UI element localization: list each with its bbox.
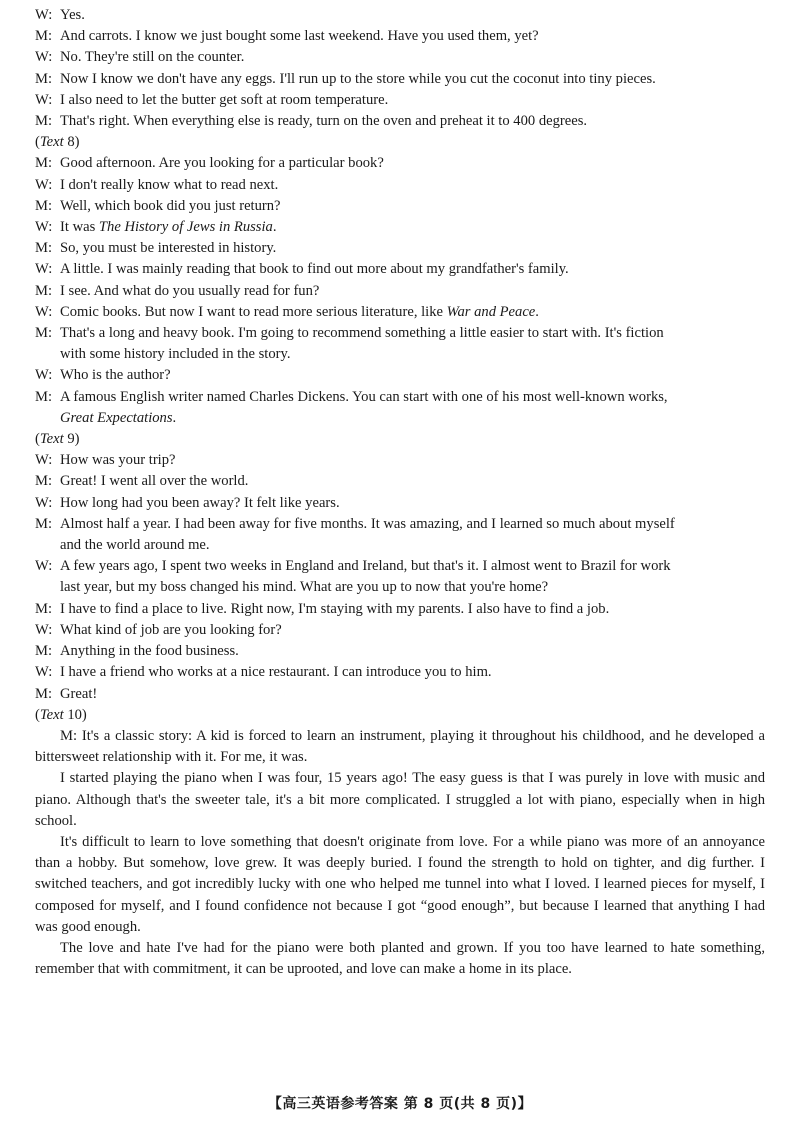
line-text: I also need to let the butter get soft at room temperature. <box>60 91 389 108</box>
line-text: That's a long and heavy book. I'm going to recommend something a little easier to start with. It's fiction <box>60 325 664 342</box>
speaker: W: <box>35 49 53 66</box>
dialogue-line <box>35 153 765 174</box>
dialogue-line <box>35 302 765 323</box>
text10-section <box>35 705 765 981</box>
line-text: Good afternoon. Are you looking for a particular book? <box>60 155 384 172</box>
dialogue-continuation <box>35 408 765 429</box>
line-text-end: . <box>535 303 539 320</box>
speaker: W: <box>35 367 53 384</box>
dialogue-line <box>35 662 765 683</box>
speaker: W: <box>35 219 53 236</box>
dialogue-line <box>35 684 765 705</box>
section-heading <box>35 429 765 450</box>
book-title: War and Peace <box>446 303 536 320</box>
section-heading <box>35 705 765 726</box>
speaker: M: <box>35 240 53 257</box>
line-text: I don't really know what to read next. <box>60 176 279 193</box>
speaker: M: <box>35 155 53 172</box>
book-title: Great Expectations <box>60 409 173 426</box>
speaker: M: <box>35 28 53 45</box>
speaker: W: <box>35 176 53 193</box>
dialogue-line <box>35 111 765 132</box>
line-text: A famous English writer named Charles Dickens. You can start with one of his most well-known works, <box>60 388 668 405</box>
line-text: I have to find a place to live. Right now, I'm staying with my parents. I also have to find a job. <box>60 600 610 617</box>
line-text: Well, which book did you just return? <box>60 197 281 214</box>
line-text: Yes. <box>60 7 85 23</box>
speaker: M: <box>35 113 53 130</box>
speaker: M: <box>35 197 53 214</box>
dialogue-line <box>35 365 765 386</box>
line-text: That's right. When everything else is ready, turn on the oven and preheat it to 400 degrees. <box>60 113 588 130</box>
heading-word: Text <box>39 134 64 151</box>
monologue-paragraph: The love and hate I've had for the piano were both planted and grown. If you too have learned to hate something, remember that with commitment, it can be uprooted, and love can make a home in its place. <box>35 939 765 978</box>
line-text-end: . <box>272 219 277 236</box>
speaker: W: <box>35 303 53 320</box>
speaker: M: <box>35 685 53 702</box>
dialogue-line <box>35 641 765 662</box>
dialogue-line <box>35 47 765 68</box>
heading-word: Text <box>39 431 64 448</box>
text9-section <box>35 429 765 705</box>
speaker: M: <box>35 473 53 490</box>
document-body <box>35 5 765 980</box>
dialogue-line <box>35 238 765 259</box>
line-text-end: . <box>172 409 177 426</box>
speaker: M: <box>35 643 53 660</box>
book-title: The History of Jews in Russia <box>98 219 273 236</box>
dialogue-line <box>35 90 765 111</box>
speaker: M: <box>35 282 53 299</box>
line-text: Who is the author? <box>60 367 171 384</box>
monologue-paragraph: M: It's a classic story: A kid is forced to learn an instrument, playing it throughout his childhood, and he developed a bittersweet relationship with it. For me, it was. <box>35 727 765 766</box>
dialogue-line <box>35 217 765 238</box>
speaker: M: <box>35 600 53 617</box>
speaker: M: <box>35 70 53 87</box>
heading-number: 8) <box>63 134 80 151</box>
line-text: I see. And what do you usually read for fun? <box>60 282 320 299</box>
heading-paren: ( <box>35 134 40 151</box>
dialogue-line <box>35 620 765 641</box>
dialogue-line <box>35 259 765 280</box>
dialogue-line <box>35 471 765 492</box>
text7-dialogue <box>35 5 765 132</box>
line-text: Comic books. But now I want to read more serious literature, like <box>60 303 447 320</box>
dialogue-line <box>35 175 765 196</box>
dialogue-line <box>35 5 765 26</box>
line-text: I have a friend who works at a nice restaurant. I can introduce you to him. <box>60 664 492 681</box>
line-text: A little. I was mainly reading that book to find out more about my grandfather's family. <box>60 261 569 278</box>
heading-word: Text <box>39 706 64 723</box>
text8-section <box>35 132 765 429</box>
dialogue-line <box>35 450 765 471</box>
line-text: A few years ago, I spent two weeks in England and Ireland, but that's it. I almost went to Brazil for work <box>60 558 671 575</box>
dialogue-line <box>35 281 765 302</box>
heading-number: 9) <box>63 431 80 448</box>
dialogue-continuation: last year, but my boss changed his mind. What are you up to now that you're home? <box>60 579 549 596</box>
heading-paren: ( <box>35 706 40 723</box>
heading-number: 10) <box>63 706 87 723</box>
speaker: W: <box>35 91 53 108</box>
speaker: W: <box>35 664 53 681</box>
line-text: It was <box>60 219 99 236</box>
line-text: And carrots. I know we just bought some last weekend. Have you used them, yet? <box>60 28 539 45</box>
dialogue-line <box>35 599 765 620</box>
dialogue-line <box>35 387 765 408</box>
speaker: W: <box>35 7 53 23</box>
dialogue-line <box>35 196 765 217</box>
speaker: W: <box>35 558 53 575</box>
speaker: W: <box>35 261 53 278</box>
line-text: Anything in the food business. <box>60 643 239 660</box>
line-text: How long had you been away? It felt like years. <box>60 494 340 511</box>
line-text: How was your trip? <box>60 452 176 469</box>
line-text: Great! I went all over the world. <box>60 473 249 490</box>
speaker: M: <box>35 515 53 532</box>
dialogue-line <box>35 556 765 577</box>
speaker: W: <box>35 494 53 511</box>
monologue-paragraph: It's difficult to learn to love something that doesn't originate from love. For a while piano was more of an annoyance than a hobby. But somehow, love grew. It was deeply buried. I found the strength to hold on tighter, and dig further. I switched teachers, and got incredibly lucky with one who helped me tunnel into what I loved. I learned pieces for myself, I composed for myself, and I found confidence not because I got “good enough”, but because I learned that anything I had was good enough. <box>35 833 765 935</box>
line-text: So, you must be interested in history. <box>60 240 277 257</box>
section-heading <box>35 132 765 153</box>
line-text: Great! <box>60 685 98 702</box>
line-text: Now I know we don't have any eggs. I'll run up to the store while you cut the coconut into tiny pieces. <box>60 70 656 87</box>
speaker: W: <box>35 621 53 638</box>
speaker: W: <box>35 452 53 469</box>
heading-paren: ( <box>35 431 40 448</box>
page-footer: 【高三英语参考答案 第 8 页(共 8 页)】 <box>267 1096 533 1112</box>
dialogue-line <box>35 323 765 344</box>
dialogue-continuation: and the world around me. <box>60 537 210 554</box>
speaker: M: <box>35 388 53 405</box>
dialogue-line <box>35 69 765 90</box>
line-text: What kind of job are you looking for? <box>60 621 282 638</box>
monologue-paragraph: I started playing the piano when I was four, 15 years ago! The easy guess is that I was purely in love with music and piano. Although that's the sweeter tale, it's a bit more complicated. I struggled a lot with piano, especially when in high school. <box>35 770 765 829</box>
dialogue-line <box>35 514 765 535</box>
speaker: M: <box>35 325 53 342</box>
line-text: No. They're still on the counter. <box>60 49 245 66</box>
dialogue-continuation: with some history included in the story. <box>60 346 291 363</box>
dialogue-line <box>35 26 765 47</box>
line-text: Almost half a year. I had been away for five months. It was amazing, and I learned so much about myself <box>60 515 675 532</box>
dialogue-line <box>35 493 765 514</box>
